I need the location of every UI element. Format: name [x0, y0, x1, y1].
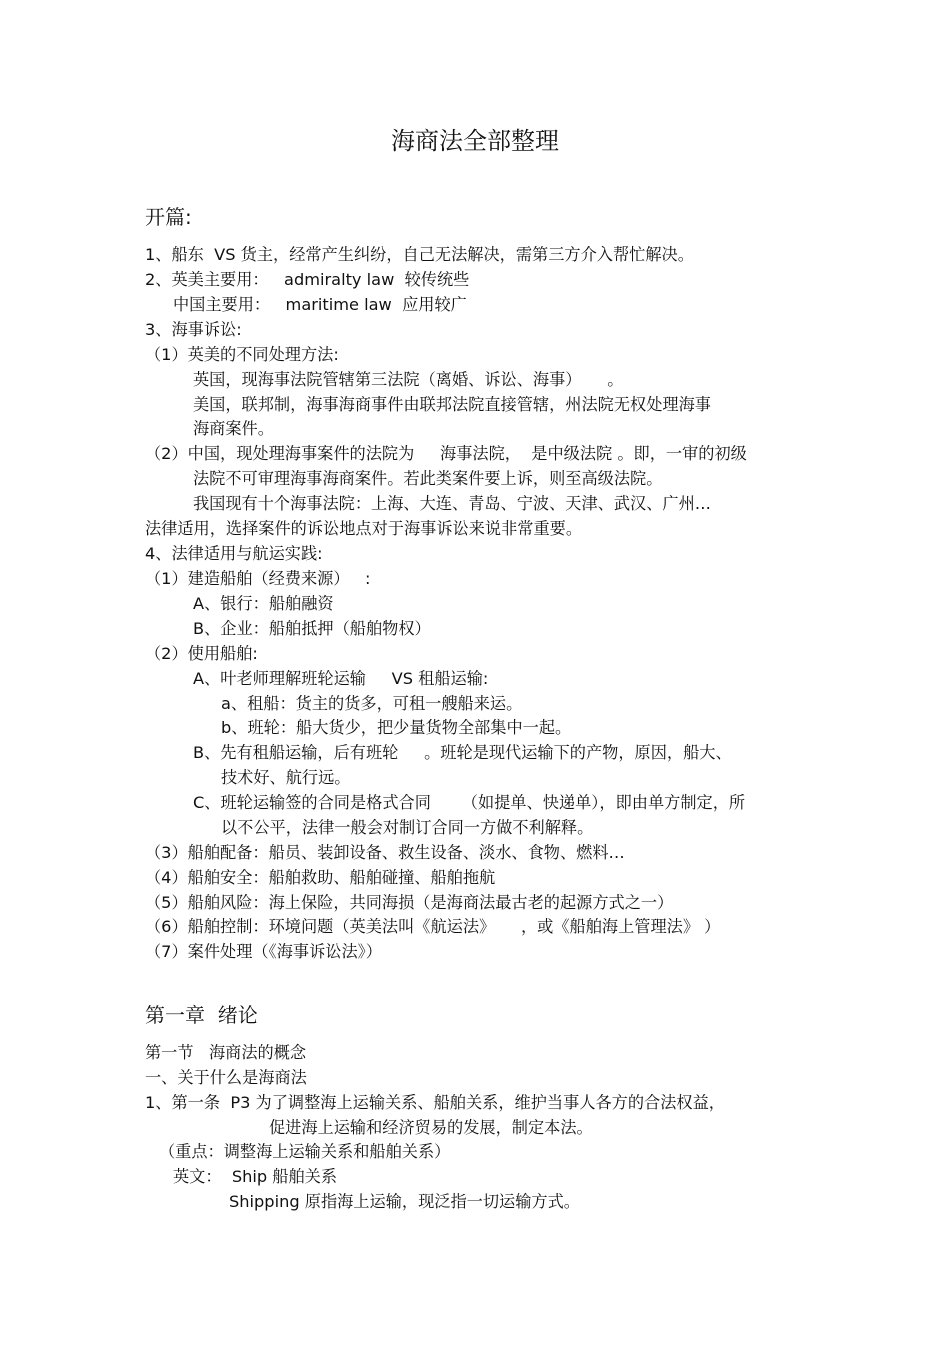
document-title: 海商法全部整理	[391, 127, 559, 155]
prologue-line: （6）船舶控制：环境问题（英美法叫《航运法》 ，或《船舶海上管理法》 ）	[145, 917, 721, 936]
prologue-line: （5）船舶风险：海上保险，共同海损（是海商法最古老的起源方式之一）	[145, 893, 674, 912]
prologue-line: B、企业：船舶抵押（船舶物权）	[193, 619, 431, 638]
prologue-line: 英国，现海事法院管辖第三法院（离婚、诉讼、海事） 。	[193, 370, 624, 389]
prologue-line: （4）船舶安全：船舶救助、船舶碰撞、船舶拖航	[145, 868, 496, 887]
prologue-line: A、银行：船舶融资	[193, 594, 334, 613]
chapter-line: 1、第一条 P3 为了调整海上运输关系、船舶关系，维护当事人各方的合法权益，	[145, 1093, 725, 1112]
chapter-line: Shipping 原指海上运输，现泛指一切运输方式。	[229, 1192, 580, 1211]
prologue-line: 4、法律适用与航运实践:	[145, 544, 323, 563]
prologue-line: b、班轮：船大货少，把少量货物全部集中一起。	[221, 718, 572, 737]
prologue-line: 中国主要用： maritime law 应用较广	[173, 295, 467, 314]
prologue-line: 以不公平，法律一般会对制订合同一方做不利解释。	[221, 818, 594, 837]
prologue-line: A、叶老师理解班轮运输 VS 租船运输:	[193, 669, 489, 688]
prologue-line: 技术好、航行远。	[221, 768, 351, 787]
chapter-line: 第一节 海商法的概念	[145, 1043, 307, 1062]
chapter-line: 英文： Ship 船舶关系	[173, 1167, 338, 1186]
prologue-line: 法律适用，选择案件的诉讼地点对于海事诉讼来说非常重要。	[145, 519, 583, 538]
prologue-line: B、先有租船运输，后有班轮 。班轮是现代运输下的产物，原因，船大、	[193, 743, 732, 762]
section-heading-prologue: 开篇:	[145, 205, 192, 229]
prologue-line: （1）英美的不同处理方法:	[145, 345, 339, 364]
prologue-line: 2、英美主要用： admiralty law 较传统些	[145, 270, 470, 289]
chapter-heading: 第一章 绪论	[145, 1003, 258, 1027]
prologue-line: a、租船：货主的货多，可租一艘船来运。	[221, 694, 523, 713]
chapter-line: （重点：调整海上运输关系和船舶关系）	[159, 1142, 451, 1161]
prologue-line: 我国现有十个海事法院：上海、大连、青岛、宁波、天津、武汉、广州…	[193, 494, 711, 513]
prologue-line: （2）中国，现处理海事案件的法院为 海事法院， 是中级法院 。即，一审的初级	[145, 444, 747, 463]
prologue-line: （1）建造船舶（经费来源） :	[145, 569, 371, 588]
prologue-line: （2）使用船舶:	[145, 644, 258, 663]
prologue-line: C、班轮运输签的合同是格式合同 （如提单、快递单），即由单方制定，所	[193, 793, 746, 812]
chapter-line: 一、关于什么是海商法	[145, 1068, 307, 1087]
chapter-line: 促进海上运输和经济贸易的发展，制定本法。	[269, 1118, 593, 1137]
prologue-line: （7）案件处理（《海事诉讼法》）	[145, 942, 382, 961]
prologue-line: （3）船舶配备：船员、装卸设备、救生设备、淡水、食物、燃料…	[145, 843, 625, 862]
prologue-line: 法院不可审理海事海商案件。若此类案件要上诉，则至高级法院。	[193, 469, 663, 488]
prologue-line: 海商案件。	[193, 419, 274, 438]
prologue-line: 3、海事诉讼:	[145, 320, 242, 339]
prologue-line: 1、船东 VS 货主，经常产生纠纷，自己无法解决，需第三方介入帮忙解决。	[145, 245, 694, 264]
prologue-line: 美国，联邦制，海事海商事件由联邦法院直接管辖，州法院无权处理海事	[193, 395, 711, 414]
